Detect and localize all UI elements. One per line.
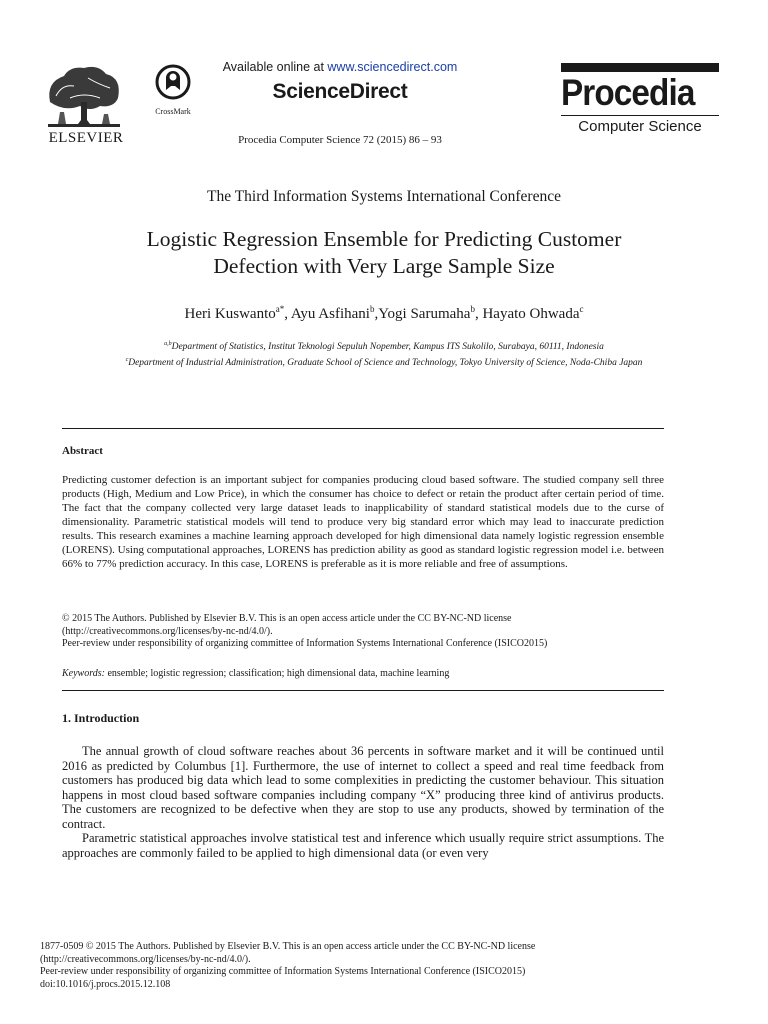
crossmark-label: CrossMark bbox=[155, 107, 191, 116]
author-affiliation-mark: a* bbox=[275, 304, 285, 314]
author-name: Heri Kuswanto bbox=[184, 306, 276, 322]
author-affiliation-mark: b bbox=[369, 304, 375, 314]
keywords-list: ensemble; logistic regression; classification; high dimensional data, machine learning bbox=[104, 668, 450, 679]
affiliations bbox=[90, 338, 678, 370]
conference-name: The Third Information Systems International Conference bbox=[207, 188, 561, 205]
author-separator: , bbox=[374, 306, 379, 322]
procedia-top-bar bbox=[561, 63, 719, 72]
availability-line bbox=[180, 60, 500, 74]
footer-peer-review: Peer-review under responsibility of organizing committee of Information Systems International Conference (ISICO2015) bbox=[40, 966, 526, 977]
peer-review-line: Peer-review under responsibility of organizing committee of Information Systems International Conference (ISICO2015) bbox=[62, 638, 548, 649]
procedia-logo bbox=[561, 63, 719, 135]
author-name: Ayu Asfihani bbox=[290, 306, 370, 322]
paragraph: The annual growth of cloud software reaches about 36 percents in software market and it will be continued until 2016 as predicted by Columbus [1]. Furthermore, the use of internet to collect a speed and real time feedback from customers has produced big data which lead to some complexities in predicting the customer behaviour. This situation happens in most cloud based software companies including company “X” producing three kind of antivirus products. The customers are recognized to be defective when they are stop to use any products, showed by termination of the contract. bbox=[62, 744, 664, 831]
license-line: © 2015 The Authors. Published by Elsevier B.V. This is an open access article under the CC BY-NC-ND license bbox=[62, 613, 512, 624]
affiliation-mark: c bbox=[125, 357, 129, 364]
title-line-1: Logistic Regression Ensemble for Predicting Customer bbox=[146, 227, 622, 251]
sciencedirect-link[interactable]: www.sciencedirect.com bbox=[327, 60, 458, 74]
procedia-subtitle: Computer Science bbox=[578, 118, 702, 135]
paper-title bbox=[60, 226, 708, 280]
introduction-body bbox=[62, 744, 664, 860]
author-affiliation-mark: c bbox=[579, 304, 584, 314]
keywords-label: Keywords: bbox=[62, 668, 105, 679]
abstract-heading: Abstract bbox=[62, 445, 103, 457]
procedia-brand: Procedia bbox=[561, 72, 695, 113]
affiliation-a bbox=[90, 338, 678, 354]
license-notice bbox=[62, 613, 664, 651]
sciencedirect-logo: ScienceDirect bbox=[272, 80, 408, 103]
publisher-name: ELSEVIER bbox=[48, 130, 124, 146]
availability-prefix: Available online at bbox=[222, 60, 328, 74]
footer-license-link[interactable]: (http://creativecommons.org/licenses/by-nc-nd/4.0/). bbox=[40, 953, 251, 965]
keywords-line bbox=[62, 668, 664, 679]
author-name: Yogi Sarumaha bbox=[378, 306, 471, 322]
abstract-bottom-rule bbox=[62, 690, 664, 691]
author-separator: , bbox=[284, 306, 291, 322]
license-link[interactable]: (http://creativecommons.org/licenses/by-nc-nd/4.0/). bbox=[62, 625, 273, 637]
author-separator: , bbox=[474, 306, 483, 322]
abstract-text: Predicting customer defection is an important subject for companies producing cloud based software. The studied company sell three products (High, Medium and Low Price), in which the consumer has choice to defect or retain the product after certain period of time. The fact that the company collected very large dataset leads to inapplicability of standard statistical models due to the curse of dimensionality. Parametric statistical models will tend to produce very big standard error which may lead to inaccurate prediction results. This research examines a machine learning approach developed for high dimensional data namely logistic regression ensemble (LORENS). Using computational approaches, LORENS has prediction ability as good as standard logistic regression model i.e. between 66% to 77% prediction accuracy. In this case, LORENS is preferable as it is more reliable and free of assumptions. bbox=[62, 474, 664, 570]
paragraph: Parametric statistical approaches involve statistical test and inference which usually require strict assumptions. The approaches are commonly failed to be applied to high dimensional data (or even very bbox=[62, 831, 664, 860]
procedia-divider bbox=[561, 115, 719, 116]
footer-doi[interactable]: doi:10.1016/j.procs.2015.12.108 bbox=[40, 978, 171, 990]
journal-citation: Procedia Computer Science 72 (2015) 86 – 93 bbox=[238, 134, 442, 146]
footer-notice bbox=[40, 941, 700, 991]
author-list bbox=[0, 304, 768, 323]
affiliation-text: Department of Industrial Administration, Graduate School of Science and Technology, Tokyo University of Science, Noda-Chiba Japan bbox=[128, 358, 643, 369]
footer-issn-line: 1877-0509 © 2015 The Authors. Published by Elsevier B.V. This is an open access article under the CC BY-NC-ND license bbox=[40, 941, 536, 952]
affiliation-text: Department of Statistics, Institut Teknologi Sepuluh Nopember, Kampus ITS Sukolilo, Surabaya, 60111, Indonesia bbox=[171, 342, 604, 353]
affiliation-c bbox=[90, 354, 678, 370]
title-line-2: Defection with Very Large Sample Size bbox=[213, 254, 555, 278]
author-affiliation-mark: b bbox=[470, 304, 475, 314]
affiliation-mark: a,b bbox=[164, 341, 172, 347]
section-heading: 1. Introduction bbox=[62, 711, 140, 725]
author-name: Hayato Ohwada bbox=[482, 306, 580, 322]
abstract-top-rule bbox=[62, 428, 664, 429]
